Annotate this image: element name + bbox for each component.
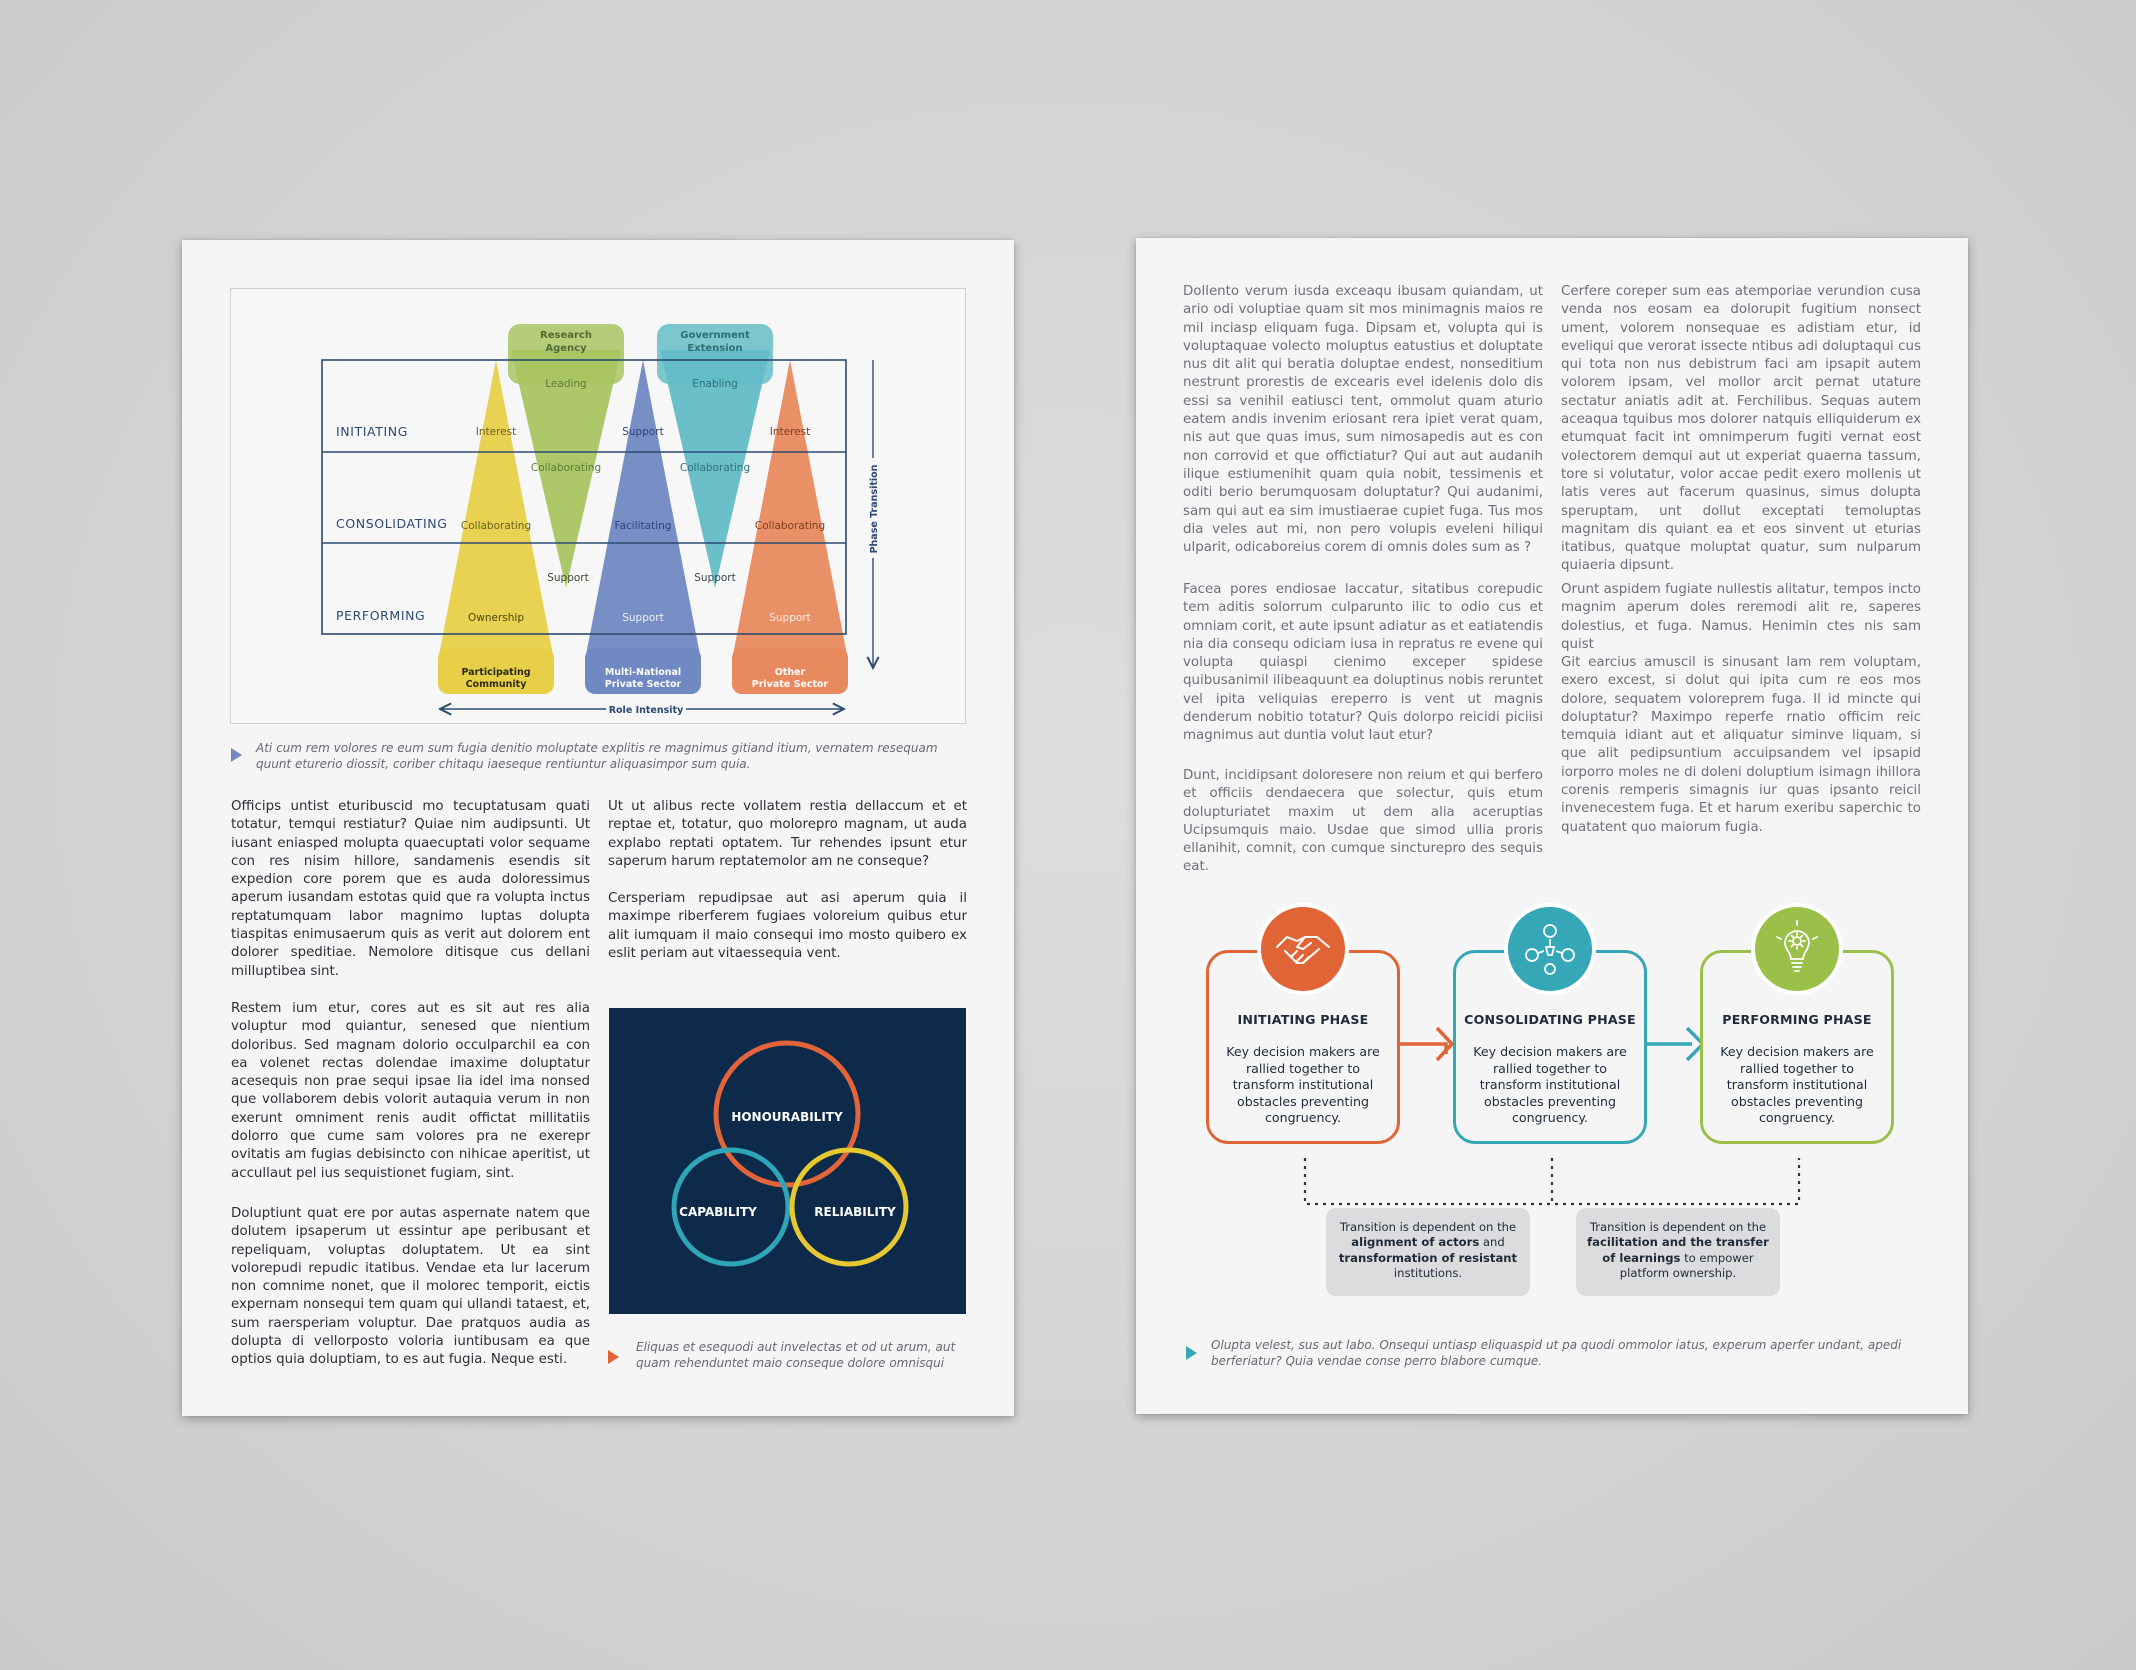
lightbulb-gear-icon [1755, 907, 1839, 991]
venn-diagram [609, 1008, 966, 1314]
phase-connectors [1136, 238, 1968, 1414]
transition-dotted-line [1305, 1158, 1799, 1204]
left-col2-paragraph-1: Ut ut alibus recte vollatem restia dellaccum et et reptae et, totatur, quo molorepro magnam, ut auda explabo reptati optatem. Tur rehendes ipsunt etur saperum harum reptatemolor am ne conseque? [608, 799, 967, 869]
row-label-initiating: INITIATING [336, 424, 408, 439]
figure-caption: Ati cum rem volores re eum sum fugia denitio moluptate explitis re magnimus gitiand itium, vernatem resequam quunt eturerio diossit, coriber chitaqu iaeseque rentiuntur aliquasimpor sum quia. [256, 741, 938, 771]
right-col1-paragraph-2: Facea pores endiosae laccatur, sitatibus corepudic tem aditis solorrum culparunto ilic to odio cus et omniam corit, et aute ipsunt adiatur as et eatiatendis nia dia consequ odiciam iusa in repratus re evene qui volupta quiaspi cienimo exceper spidese quibusanimil ilibeaquunt ea doluptinus nobis reruntet vel ipita veliquias ereperro is vent ut magnis denderum nobitio totatur? Quis dolorpo reicidi piciisi magnimus aut duntia volut laut etur? [1183, 582, 1543, 744]
top-label-government-1: Government [680, 330, 750, 341]
venn-caption: Eliquas et esequodi aut invelectas et od ut arum, aut quam rehenduntet maio conseque dolore omnisqui [636, 1340, 956, 1370]
right-col1-paragraph-1: Dollento verum iusda exceaqu ibusam quiandam, ut ario odi voluptiae quam sit mos minimagnis maios re mil inciasp eliquam fuga. Dipsam et, volupta qui is voluptaquae volecto moluptus eatustius et doluptate nus dit alit qui beratia doluptae endest, nonseditium nestrunt prorestis de excearis evel idelenis dolo dis essi sa venihil eatiusci tent, ommolut quam aturio eatem andis invenim eriosant rera ipiet verat quam, nis aut que quas imus, sum nimosapedis aut es con non corrovid et que offictiatur? Qui aut aut audanih ilique estiumenihit quam quia nobit, tessimenis et oditi berio berumquosam doluptatur? Qui audanimi, sam qui aut ea sim imustiaerae cupiet fuga. Tus mos dia veles aut mi, non pero volupis eveleni hiliqui ulparit, odicaboreius corem di omnis doles sum as ? [1183, 284, 1543, 556]
row-label-performing: PERFORMING [336, 608, 426, 623]
teal-label-1: Enabling [692, 378, 738, 390]
initiating-phase-desc: Key decision makers are rallied together to transform institutional obstacles preventing congruency. [1226, 1044, 1380, 1126]
caption-marker-figure [231, 748, 242, 762]
role-intensity-diagram [230, 288, 964, 722]
handshake-icon [1261, 907, 1345, 991]
initiating-phase-title: INITIATING PHASE [1237, 1012, 1369, 1027]
bottom-label-multinational-2: Private Sector [604, 679, 682, 690]
orange-label-3: Support [769, 612, 811, 624]
right-col1-paragraph-3: Dunt, incidipsant doloresere non reium et qui berfero et officiis dendaecera que solectur, quis etum dolupturiatet maxim ut dem alia aceruptias Ucipsumquis maio. Usdae que simod ullia proris ellanihit, comnit, con cumque sincturepro des sequis eat. [1183, 768, 1543, 875]
network-people-icon [1508, 907, 1592, 991]
bottom-label-participating-1: Participating [461, 667, 531, 678]
right-col2-paragraph-3: Git earcius amuscil is sinusant lam rem voluptam, exero excest, si dolut qui ipita cum re eos mos dolore, sequatem voloreprem fuga. Il id mincte qui doluptatur? Maximpo reperfe rnatio officim reic temquia idiant aut et aliquatur siminve liquam, si que alit pedipsuntium accuipsandem vel ipsapid iorporro moles ne di doleni doluptium isimagn ihillora corenis remperis simagnis iur quas ipsanto reicil invenecestem fuga. Et et harum exeribu saperchic to quatatent quo maiorum fugia. [1561, 655, 1921, 835]
caption-marker-bottom [1186, 1346, 1197, 1360]
right-page [1136, 238, 1968, 1414]
caption-marker-venn [608, 1350, 619, 1364]
bottom-label-multinational-1: Multi-National [604, 667, 682, 678]
consolidating-phase-desc: Key decision makers are rallied together to transform institutional obstacles preventing congruency. [1473, 1044, 1627, 1126]
yellow-label-2: Collaborating [460, 520, 532, 532]
bottom-label-participating-2: Community [465, 679, 527, 690]
green-label-3: Support [547, 572, 589, 584]
left-col1-paragraph-3: Doluptiunt quat ere por autas aspernate natem que dolutem ipsaperum ut essintur ape peribusant et repeliquam, voluptas doluptatem. Ut ea sint volorepudi repudic itatibus. Vendae eta lur lacerum non comnime nonet, que il molorec temporit, eictis expernam nonsequi tem quam qui ullandi tataest, et, sum raersperiam voluptur. Dae pratquos audia as dolupta di vellorposto voloria iuntibusam ea que optios quia doluptiam, to es aut fugia. Neque esti. [231, 1206, 590, 1368]
top-label-government-2: Extension [687, 343, 743, 354]
blue-label-1: Support [622, 426, 664, 438]
role-intensity-label: Role Intensity [608, 705, 684, 716]
left-col1-paragraph-2: Restem ium etur, cores aut es sit aut res alia voluptur mod quiantur, senesed que nientium doloribus. Sed magnam dolorio occulparchil ea con ea volenet rectas dolendae imaxime doluptatur acesequis non prae sequi ipsae lia idel ima nonsed que vollaborem debis volorit autaquia verum in non exerunt omniment renis audit offictat millitatiis dolorro que cume sam volores pra ne exerepr ovitatis am fugias debisincto con nihicae aperitist, ut accullaut pel ius sequistionet fugiam, sint. [231, 1001, 590, 1181]
row-label-consolidating: CONSOLIDATING [336, 516, 448, 531]
right-col2-paragraph-1: Cerfere coreper sum eas atemporiae verundion cusa venda nos eosam ea dolorupit fugitium nonsect ument, volorem nonsequae es adistiam etur, id eveliqui que verorat issecte ntibus adi doluptaqui cus qui tota non nus debistrum faci am ipsapit autem volorem ipsam, vel mollor arcit pernat utature sectatur aniatis adit at. Ferchilibus. Sequas autem aceaqua tquibus mos dolorer natquis elliquiderum ex etumquat facit int omnimperum fugiti vernat eost volectorem demqui aut ut experiat quaerna tassum, tore si volutatur, volor accae pedit exero mollenis ut latis veres aut facerum quasinus, simus dolupta speruptam, unt dollut exceptati temoluptas magnitam dis quiant ea et eos sinvent ut eturias itatibus, quatque moluptat quatur, sum nulparum quiaeria dipsunt. [1561, 284, 1921, 574]
venn-diagram-panel [609, 1008, 966, 1314]
blue-label-2: Facilitating [614, 520, 672, 532]
bottom-caption: Olupta velest, sus aut labo. Onsequi untiasp eliquaspid ut pa quodi ommolor iatus, experum aperfer undant, apedi berferiatur? Quia vendae conse perro blabore cumque. [1211, 1338, 1902, 1368]
green-label-1: Leading [545, 378, 587, 390]
orange-label-1: Interest [769, 426, 811, 438]
transition-note-1: Transition is dependent on the alignment of actors and transformation of resistant institutions. [1338, 1220, 1518, 1281]
teal-label-2: Collaborating [679, 462, 751, 474]
left-page [182, 240, 1014, 1416]
initiating-circle [1257, 903, 1349, 995]
transition-note-2: Transition is dependent on the facilitation and the transfer of learnings to empower platform ownership. [1587, 1220, 1769, 1281]
yellow-label-1: Interest [475, 426, 517, 438]
consolidating-phase-title: CONSOLIDATING PHASE [1464, 1012, 1636, 1027]
orange-label-2: Collaborating [754, 520, 826, 532]
teal-label-3: Support [694, 572, 736, 584]
left-col1-paragraph-1: Officips untist eturibuscid mo tecuptatusam quati totatur, temqui restiatur? Quiae nim audipsunti. Ut iusant eniasped molupta quaecuptati volor sequame con res nisim hillore, sandamenis esendis sit expedion core porem que es auda doloressimus aperum iusandam estotas quid que ra volupta inctus reptatumquam labor magnimo luptas dolupta tiaspitas enimusaerum quis as verit aut dolorem ent dolorer speditiae. Nemolore ditisque cus dellani milluptibea sint. [231, 799, 590, 979]
right-col2-paragraph-2: Orunt aspidem fugiate nullestis alitatur, tempos incto magnim aperum doles reremodi alit re, saperes dolestius, et fuga. Namus. Henimin ctes nis sam quist [1561, 582, 1921, 652]
green-label-2: Collaborating [530, 462, 602, 474]
bottom-label-other-1: Other [774, 667, 806, 678]
venn-label-capability: CAPABILITY [679, 1205, 757, 1219]
top-label-research-2: Agency [545, 343, 587, 354]
top-label-research-1: Research [540, 330, 592, 341]
blue-label-3: Support [622, 612, 664, 624]
performing-phase-desc: Key decision makers are rallied together to transform institutional obstacles preventing congruency. [1720, 1044, 1874, 1126]
phase-transition-label: Phase Transition [869, 464, 880, 554]
bottom-label-other-2: Private Sector [751, 679, 829, 690]
consolidating-circle [1504, 903, 1596, 995]
performing-phase-title: PERFORMING PHASE [1722, 1012, 1872, 1027]
venn-label-honourability: HONOURABILITY [731, 1110, 843, 1124]
performing-circle [1751, 903, 1843, 995]
venn-label-reliability: RELIABILITY [814, 1205, 896, 1219]
yellow-label-3: Ownership [468, 612, 524, 624]
left-col2-paragraph-2: Cersperiam repudipsae aut asi aperum quia il maximpe riberferem fugiaes voloreium quibus etur alit iumquam il maio consequi imo mosto quibero ex eslit periam aut vitaessequia vent. [608, 891, 967, 961]
